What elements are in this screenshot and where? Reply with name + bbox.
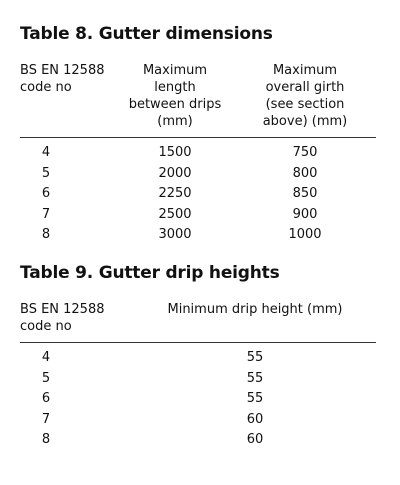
table-row bbox=[20, 138, 376, 164]
table-8-title: Table 8. Gutter dimensions bbox=[20, 24, 273, 44]
cell-max-girth: 1000 bbox=[288, 227, 322, 242]
table-row bbox=[20, 205, 376, 226]
gutter-drip-heights-table bbox=[20, 301, 376, 451]
cell-code-no: 7 bbox=[41, 206, 51, 222]
table-row bbox=[20, 225, 376, 246]
cell-code-no: 5 bbox=[41, 165, 51, 181]
cell-code-no: 6 bbox=[41, 391, 51, 406]
cell-min-drip-height: 55 bbox=[246, 350, 264, 365]
cell-code-no: 8 bbox=[41, 432, 51, 447]
column-header-code-no: BS EN 12588 code no bbox=[20, 62, 116, 138]
cell-min-drip-height: 60 bbox=[246, 432, 264, 447]
table-header-row bbox=[20, 301, 376, 343]
table-header-row bbox=[20, 62, 376, 138]
table-9-title: Table 9. Gutter drip heights bbox=[20, 263, 280, 283]
cell-max-girth: 800 bbox=[292, 165, 318, 181]
table-row bbox=[20, 410, 376, 431]
cell-min-drip-height: 55 bbox=[246, 370, 264, 386]
cell-code-no: 4 bbox=[41, 350, 51, 365]
cell-max-length: 2250 bbox=[158, 186, 192, 201]
gutter-dimensions-table bbox=[20, 62, 376, 246]
cell-code-no: 7 bbox=[41, 411, 51, 427]
table-row bbox=[20, 164, 376, 185]
table-row bbox=[20, 184, 376, 205]
column-header-min-drip-height: Minimum drip height (mm) bbox=[134, 301, 376, 343]
cell-min-drip-height: 55 bbox=[246, 391, 264, 406]
cell-max-length: 2500 bbox=[158, 206, 192, 222]
cell-max-length: 2000 bbox=[158, 165, 192, 181]
column-header-code-no: BS EN 12588 code no bbox=[20, 301, 134, 343]
cell-max-length: 1500 bbox=[158, 145, 192, 160]
cell-max-girth: 850 bbox=[292, 186, 318, 201]
cell-max-girth: 900 bbox=[292, 206, 318, 222]
table-row bbox=[20, 343, 376, 369]
column-header-max-length: Maximum length between drips (mm) bbox=[116, 62, 234, 138]
cell-code-no: 8 bbox=[41, 227, 51, 242]
table-row bbox=[20, 369, 376, 390]
cell-max-girth: 750 bbox=[292, 145, 318, 160]
table-row bbox=[20, 430, 376, 451]
cell-max-length: 3000 bbox=[158, 227, 192, 242]
column-header-max-girth: Maximum overall girth (see section above) (mm) bbox=[234, 62, 376, 138]
cell-min-drip-height: 60 bbox=[246, 411, 264, 427]
table-row bbox=[20, 389, 376, 410]
cell-code-no: 5 bbox=[41, 370, 51, 386]
cell-code-no: 4 bbox=[41, 145, 51, 160]
cell-code-no: 6 bbox=[41, 186, 51, 201]
